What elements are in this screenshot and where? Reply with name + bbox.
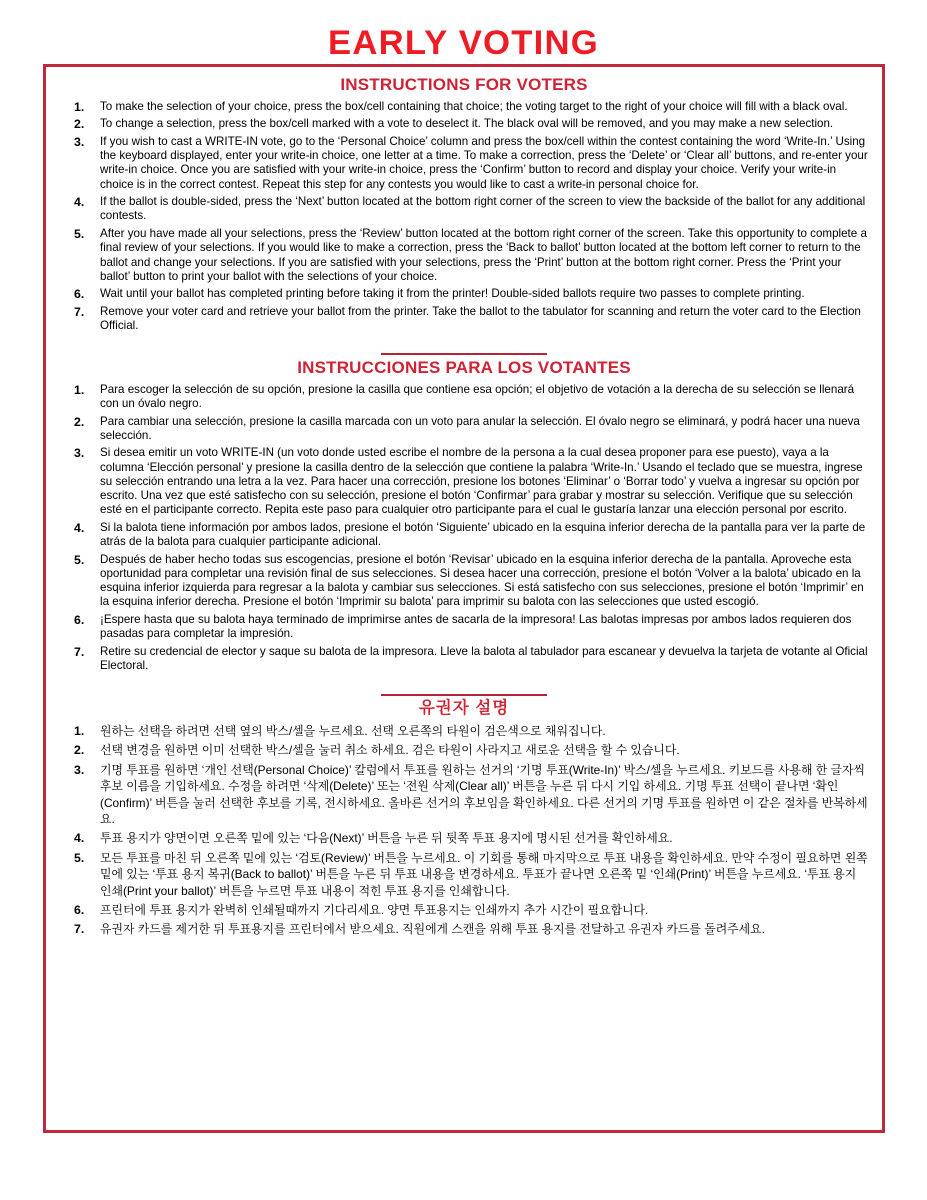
list-item	[60, 135, 868, 192]
list-item-text: To make the selection of your choice, press the box/cell containing that choice; the voting target to the right of your choice will fill with a black oval.	[100, 99, 848, 113]
section-divider-korean	[381, 694, 547, 696]
list-item-text: 모든 투표를 마친 뒤 오른쪽 밑에 있는 ‘검토(Review)’ 버튼을 누르세요. 이 기회를 통해 마지막으로 투표 내용을 확인하세요. 만약 수정이 필요하면 왼쪽 밑에 있는 ‘투표 용지 복귀(Back to ballot)’ 버튼을 누른 뒤 투표 내용을 변경하세요. 투표가 끝나면 오른쪽 밑 ‘인쇄(Print)’ 버튼을 누르세요. ‘투표 용지 인쇄(Print your ballot)’ 버튼을 누르면 투표 내용이 적힌 투표 용지를 인쇄합니다.	[100, 850, 868, 898]
list-item	[60, 742, 868, 758]
list-item-number: 1.	[74, 723, 85, 738]
list-item-number: 4.	[74, 831, 85, 846]
list-item-text: After you have made all your selections, press the ‘Review’ button located at the bottom right corner of the screen. Take this opportunity to complete a final review of your selections. If you would like to make a correction, press the ‘Back to ballot’ button located at the bottom left corner to return to the ballot and change your selections. If you are satisfied with your selections, press the ‘Print’ button at the bottom right corner. Press the ‘Print your ballot’ button to print your ballot with the selections of your choice.	[100, 227, 867, 283]
list-item	[60, 227, 868, 284]
list-item-number: 1.	[74, 382, 85, 397]
section-heading-korean: 유권자 설명	[418, 699, 510, 717]
list-item-number: 2.	[74, 117, 85, 132]
list-item-number: 3.	[74, 762, 85, 777]
list-item-number: 3.	[74, 134, 85, 149]
section-spacer	[60, 337, 868, 353]
list-item	[60, 902, 868, 918]
list-item	[60, 521, 868, 549]
list-item	[60, 762, 868, 828]
list-item-number: 5.	[74, 850, 85, 865]
list-item-number: 7.	[74, 922, 85, 937]
list-item-number: 3.	[74, 446, 85, 461]
list-item	[60, 553, 868, 610]
list-item-text: If you wish to cast a WRITE-IN vote, go to the ‘Personal Choice’ column and press the box/cell within the contest containing the word ‘Write-In.’ Using the keyboard displayed, enter your write-in choice, one letter at a time. To make a correction, press the ‘Delete’ or ‘Clear all’ buttons, and re-enter your write-in choice. Once you are satisfied with your write-in choice, press the ‘Confirm’ button to record and display your choice. Verify your write-in choice is in the correct contest. Repeat this step for any contests you would like to cast a write-in personal choice for.	[100, 134, 868, 191]
list-item	[60, 850, 868, 899]
list-item-number: 5.	[74, 552, 85, 567]
list-item-number: 7.	[74, 645, 85, 660]
list-item-number: 5.	[74, 227, 85, 242]
list-item-text: 원하는 선택을 하려면 선택 옆의 박스/셀을 누르세요. 선택 오른쪽의 타원이 검은색으로 채워집니다.	[100, 723, 606, 738]
list-item-number: 6.	[74, 287, 85, 302]
list-item-text: Para escoger la selección de su opción, presione la casilla que contiene esa opción; el objetivo de votación a la derecha de su selección se llenará con un óvalo negro.	[100, 382, 855, 410]
list-item	[60, 613, 868, 641]
list-item-text: Para cambiar una selección, presione la casilla marcada con un voto para anular la selección. El óvalo negro se eliminará, y podrá hacer una nueva selección.	[100, 414, 860, 442]
list-item	[60, 830, 868, 846]
list-item-number: 2.	[74, 414, 85, 429]
section-heading-spanish: INSTRUCCIONES PARA LOS VOTANTES	[297, 358, 631, 378]
list-item-number: 6.	[74, 903, 85, 918]
list-item-text: 프린터에 투표 용지가 완벽히 인쇄될때까지 기다리세요. 양면 투표용지는 인쇄까지 추가 시간이 필요합니다.	[100, 903, 649, 918]
list-item-number: 1.	[74, 99, 85, 114]
section-heading-english: INSTRUCTIONS FOR VOTERS	[340, 75, 588, 94]
list-item-text: ¡Espere hasta que su balota haya terminado de imprimirse antes de sacarla de la impresora! Las balotas impresas por ambos lados requieren dos pasadas para completar la impresión.	[100, 613, 852, 641]
page-title: EARLY VOTING	[327, 24, 600, 62]
instructions-frame	[43, 64, 885, 1133]
list-item-text: Remove your voter card and retrieve your ballot from the printer. Take the ballot to the tabulator for scanning and return the voter card to the Election Official.	[100, 305, 861, 333]
list-item	[60, 117, 868, 131]
list-item	[60, 415, 868, 443]
section-spacer	[60, 677, 868, 694]
list-item-text: If the ballot is double-sided, press the ‘Next’ button located at the bottom right corner of the screen to view the backside of the ballot for any additional contests.	[100, 195, 866, 223]
list-item	[60, 100, 868, 114]
list-item-text: 기명 투표를 원하면 ‘개인 선택(Personal Choice)’ 칼럼에서 투표를 원하는 선거의 ‘기명 투표(Write-In)’ 박스/셀을 누르세요. 키보드를 사용해 한 글자씩 후보 이름을 기입하세요. 수정을 하려면 ‘삭제(Delete)’ 또는 ‘전원 삭제(Clear all)’ 버튼을 누른 뒤 다시 기입 하세요. 기명 투표 선택이 끝나면 ‘확인(Confirm)’ 버튼을 눌러 선택한 후보를 기록, 전시하세요. 올바른 선거의 후보임을 확인하세요. 다른 선거의 기명 투표를 원하면 이 같은 절차를 반복하세요.	[100, 762, 868, 826]
list-item-text: 선택 변경을 원하면 이미 선택한 박스/셀을 눌러 취소 하세요. 검은 타원이 사라지고 새로운 선택을 할 수 있습니다.	[100, 743, 680, 758]
list-item	[60, 287, 868, 301]
list-item-number: 6.	[74, 613, 85, 628]
list-item-text: 유권자 카드를 제거한 뒤 투표용지를 프린터에서 받으세요. 직원에게 스캔을 위해 투표 용지를 전달하고 유권자 카드를 돌려주세요.	[100, 922, 765, 937]
list-item-text: Retire su credencial de elector y saque su balota de la impresora. Lleve la balota al tabulador para escanear y devuelva la tarjeta de votante al Oficial Electoral.	[100, 645, 868, 673]
instructions-list-spanish	[60, 383, 868, 674]
list-item-number: 4.	[74, 520, 85, 535]
list-item-number: 7.	[74, 305, 85, 320]
list-item	[60, 195, 868, 223]
list-item-number: 2.	[74, 743, 85, 758]
list-item-text: Después de haber hecho todas sus escogencias, presione el botón ‘Revisar’ ubicado en la esquina inferior derecha de la pantalla. Aproveche esta oportunidad para completar una revisión final de sus selecciones. Si desea hacer una corrección, presione el botón ‘Volver a la balota’ ubicado en la esquina inferior izquierda para regresar a la balota y cambiar sus selecciones. Si está satisfecho con sus selecciones, presione el botón ‘Imprimir’ en la esquina inferior derecha. Presione el botón ‘Imprimir su balota’ para imprimir su balota con las selecciones que usted escogió.	[100, 552, 864, 609]
instructions-list-korean	[60, 723, 868, 938]
list-item	[60, 723, 868, 739]
list-item-number: 4.	[74, 195, 85, 210]
list-item	[60, 383, 868, 411]
list-item-text: Si desea emitir un voto WRITE-IN (un voto donde usted escribe el nombre de la persona a la cual desea proponer para ese puesto), vaya a la columna ‘Elección personal’ y presione la casilla dentro de la selección que contiene la palabra ‘Write-In.’ Usando el teclado que se muestra, ingrese su selección entrando una letra a la vez. Para hacer una corrección, presione los botones ‘Eliminar’ o ‘Borrar todo’ y vuelva a ingresar su opción por escrito. Una vez que esté satisfecho con su selección, presione el botón ‘Confirmar’ para grabar y mostrar su selección. Verifique que su selección esté en el participante correcto. Repita este paso para cualquier otro participante para el cual le gustaría lanzar una elección personal por escrito.	[100, 446, 863, 517]
list-item	[60, 645, 868, 673]
list-item	[60, 921, 868, 937]
list-item	[60, 446, 868, 517]
list-item-text: Wait until your ballot has completed printing before taking it from the printer! Double-sided ballots require two passes to complete printing.	[100, 287, 805, 301]
list-item	[60, 305, 868, 333]
section-divider-spanish	[381, 353, 547, 355]
instructions-list-english	[60, 100, 868, 334]
list-item-text: Si la balota tiene información por ambos lados, presione el botón ‘Siguiente’ ubicado en la esquina inferior derecha de la pantalla para ver la parte de atrás de la balota para cualquier participante adicional.	[100, 520, 866, 549]
list-item-text: To change a selection, press the box/cell marked with a vote to deselect it. The black oval will be removed, and you may make a new selection.	[100, 117, 834, 131]
list-item-text: 투표 용지가 양면이면 오른쪽 밑에 있는 ‘다음(Next)’ 버튼을 누른 뒤 뒷쪽 투표 용지에 명시된 선거를 확인하세요.	[100, 831, 673, 846]
